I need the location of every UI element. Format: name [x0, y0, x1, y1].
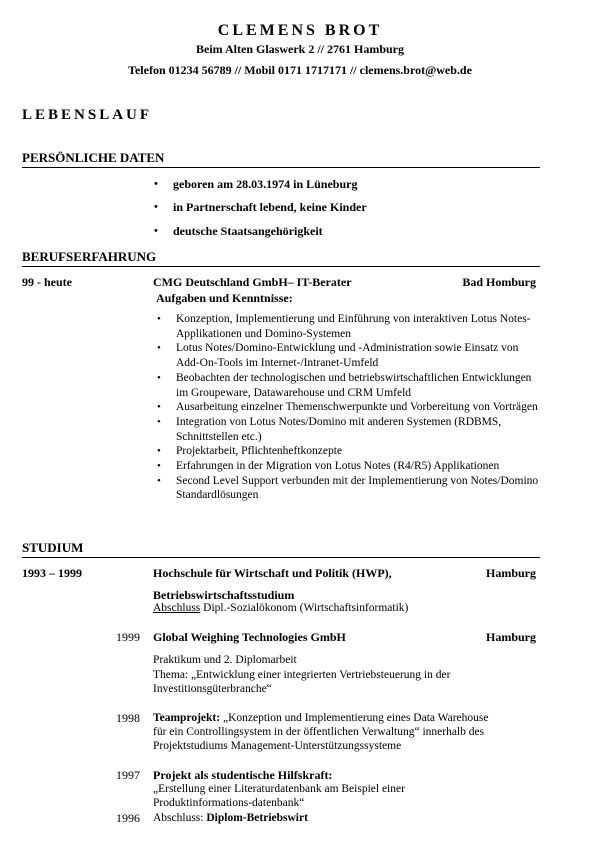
final-year: 1996	[116, 811, 140, 825]
team-line-1	[153, 711, 488, 726]
list-item: • Ausarbeitung einzelner Themenschwerpunkte und Vorbereitung von Vorträgen	[155, 400, 540, 415]
gwt-year: 1999	[116, 630, 140, 644]
hilf-line-1: „Erstellung einer Literaturdatenbank am Beispiel einer	[153, 783, 405, 795]
experience-tasks-label: Aufgaben und Kenntnisse:	[156, 291, 293, 305]
degree-value: Dipl.-Sozialökonom (Wirtschaftsinformatik)	[200, 602, 409, 614]
final-label: Abschluss:	[153, 812, 207, 824]
studies-school: Hochschule für Wirtschaft und Politik (HWP),	[153, 566, 392, 580]
hilf-title: Projekt als studentische Hilfskraft:	[153, 768, 333, 782]
gwt-line-2: Thema: „Entwicklung einer integrierten Vertriebsteuerung in der	[153, 669, 451, 681]
degree-label: Abschluss	[153, 602, 201, 614]
experience-location: Bad Homburg	[462, 275, 536, 289]
final-degree	[153, 811, 308, 826]
hilf-line-2: Produktinformations-datenbank“	[153, 797, 305, 809]
list-item: • Beobachten der technologischen und betriebswirtschaftlichen Entwicklungen im Groupeware, Datawarehouse und CRM Umfeld	[155, 371, 540, 400]
team-line-2: für ein Controllingsystem in der öffentlichen Verwaltung“ innerhalb des	[153, 726, 485, 738]
list-item: • Integration von Lotus Notes/Domino mit anderen Systemen (RDBMS, Schnittstellen etc.)	[155, 415, 540, 444]
list-item: • Erfahrungen in der Migration von Lotus Notes (R4/R5) Applikationen	[155, 459, 540, 474]
final-value: Diplom-Betriebswirt	[206, 812, 308, 824]
applicant-address: Beim Alten Glaswerk 2 // 2761 Hamburg	[196, 42, 404, 56]
gwt-line-3: Investitionsgüterbranche“	[153, 683, 272, 695]
studies-program: Betriebswirtschaftsstudium	[153, 588, 295, 602]
list-item: • Projektarbeit, Pflichtenheftkonzepte	[155, 444, 540, 459]
studies-degree	[153, 601, 408, 616]
experience-period: 99 - heute	[22, 275, 72, 289]
list-item: • deutsche Staatsangehörigkeit	[152, 224, 552, 247]
document-title: LEBENSLAUF	[22, 107, 153, 123]
gwt-location: Hamburg	[485, 630, 536, 644]
section-heading-experience: BERUFSERFAHRUNG	[22, 249, 540, 267]
studies-period: 1993 – 1999	[22, 566, 82, 580]
applicant-contact: Telefon 01234 56789 // Mobil 0171 1717171 // clemens.brot@web.de	[128, 63, 472, 77]
experience-task-list	[155, 312, 540, 503]
team-year: 1998	[116, 711, 140, 725]
applicant-name: CLEMENS BROT	[217, 22, 383, 39]
list-item: • Second Level Support verbunden mit der Implementierung von Notes/Domino Standardlösungen	[155, 474, 540, 503]
experience-employer: CMG Deutschland GmbH– IT-Berater	[153, 275, 352, 289]
gwt-company: Global Weighing Technologies GmbH	[153, 630, 346, 644]
team-text-1: „Konzeption und Implementierung eines Data Warehouse	[220, 712, 489, 724]
hilf-year: 1997	[116, 768, 140, 782]
list-item: • Lotus Notes/Domino-Entwicklung und -Administration sowie Einsatz von Add-On-Tools im Internet-/Intranet-Umfeld	[155, 341, 540, 370]
section-heading-personal: PERSÖNLICHE DATEN	[22, 150, 540, 168]
team-label: Teamprojekt:	[153, 712, 221, 724]
personal-data-list	[152, 177, 552, 247]
studies-school-location: Hamburg	[485, 566, 536, 580]
gwt-line-1: Praktikum und 2. Diplomarbeit	[153, 654, 297, 666]
list-item: • in Partnerschaft lebend, keine Kinder	[152, 200, 552, 223]
list-item: • Konzeption, Implementierung und Einführung von interaktiven Lotus Notes-Applikationen und Domino-Systemen	[155, 312, 540, 341]
list-item: • geboren am 28.03.1974 in Lüneburg	[152, 177, 552, 200]
section-heading-studies: STUDIUM	[22, 540, 540, 558]
team-line-3: Projektstudiums Management-Unterstützungssysteme	[153, 740, 402, 752]
